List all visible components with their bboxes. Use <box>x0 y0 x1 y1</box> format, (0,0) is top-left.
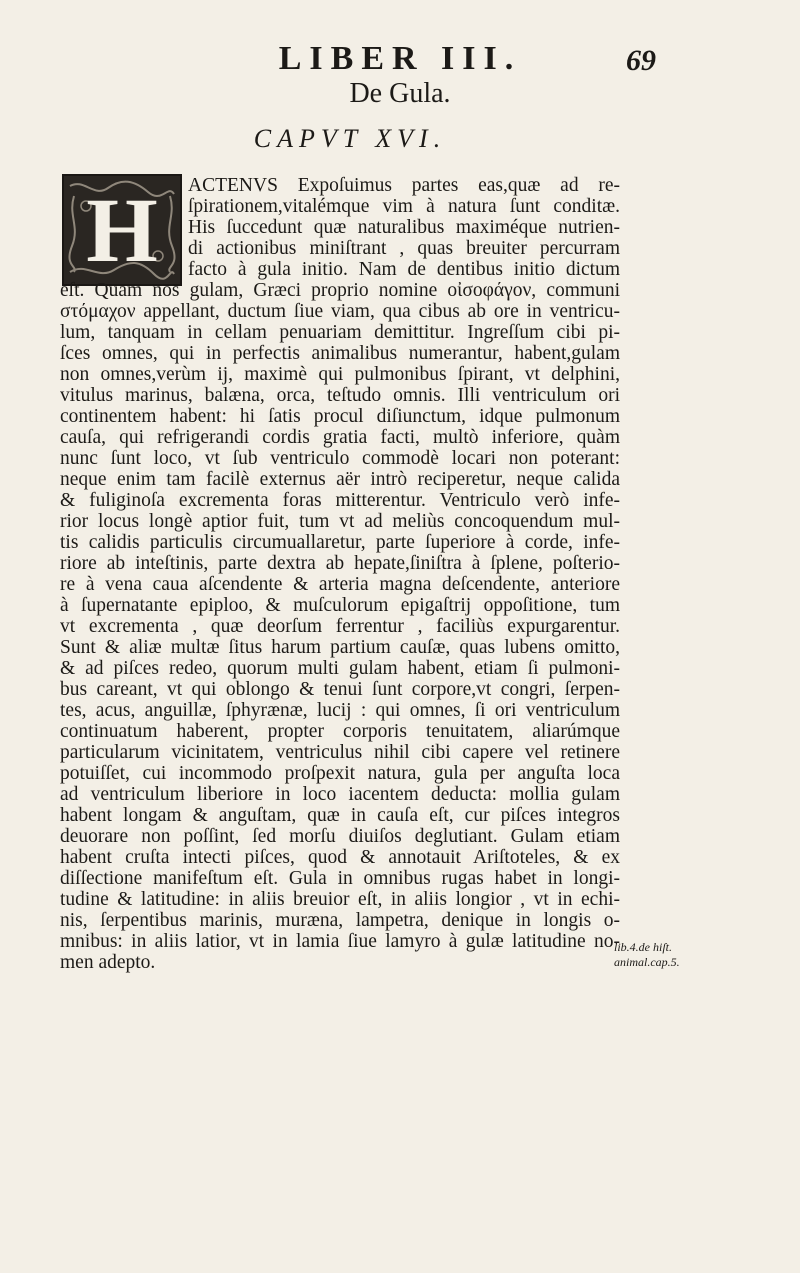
text-line: tes, acus, anguillæ, ſphyrænæ, lucij : qui omnes, ſi ori ventriculum <box>60 700 620 721</box>
text-line: His ſuccedunt quæ naturalibus maximéque nutrien- <box>188 217 620 238</box>
text-line: & ad piſces redeo, quorum multi gulam habent, etiam ſi pulmoni- <box>60 658 620 679</box>
text-line: eſt. Quam nos gulam, Græci proprio nomine οἰσοφάγον, communi <box>60 280 620 301</box>
running-title: LIBER III. <box>278 40 522 77</box>
text-line: deuorare non poſſint, ſed morſu diuiſos deglutiant. Gulam etiam <box>60 826 620 847</box>
text-line: habent longam & anguſtam, quæ in cauſa eſt, cur piſces integros <box>60 805 620 826</box>
text-line: ſpirationem,vitalémque vim à natura ſunt conditæ. <box>188 196 620 217</box>
margin-note-line: animal.cap.5. <box>614 955 680 969</box>
section-title: De Gula. <box>349 78 451 109</box>
text-line: nis, ſerpentibus marinis, murænа, lampetra, denique in longis o- <box>60 910 620 931</box>
text-line: nunc ſunt loco, vt ſub ventriculo commodè locari non poterant: <box>60 448 620 469</box>
text-line: riore ab inteſtinis, parte dextra ab hepate,ſiniſtra à ſplene, poſterio- <box>60 553 620 574</box>
text-line: neque enim tam facilè externus aër intrò reciperetur, neque calida <box>60 469 620 490</box>
text-line: tudine & latitudine: in aliis breuior eſt, in aliis longior , vt in echi- <box>60 889 620 910</box>
margin-note <box>614 940 714 970</box>
text-line: mnibus: in aliis latior, vt in lamia ſiue lamyro à gulæ latitudine no- <box>60 931 620 952</box>
text-line: diſſectione manifeſtum eſt. Gula in omnibus rugas habet in longi- <box>60 868 620 889</box>
page-number: 69 <box>626 44 656 77</box>
text-line: re à vena caua aſcendente & arteria magna deſcendente, anteriore <box>60 574 620 595</box>
text-line: continentem habent: hi ſatis procul diſiunctum, idque pulmonum <box>60 406 620 427</box>
text-line: vitulus marinus, balæna, orca, teſtudo omnis. Illi ventriculum ori <box>60 385 620 406</box>
decorated-initial <box>62 174 182 286</box>
text-line: facto à gula initio. Nam de dentibus initio dictum <box>188 259 620 280</box>
text-line: ad ventriculum liberiore in loco iacentem deducta: mollia gulam <box>60 784 620 805</box>
text-line: στόμαχον appellant, ductum ſiue viam, qua cibus ab ore in ventricu- <box>60 301 620 322</box>
margin-note-line: lib.4.de hiſt. <box>614 940 672 954</box>
text-line: non omnes,verùm ij, maximè qui pulmonibus ſpirant, vt delphini, <box>60 364 620 385</box>
text-line: & fuliginoſa excrementa foras mitterentur. Ventriculo verò infe- <box>60 490 620 511</box>
chapter-heading: CAPVT XVI. <box>253 124 447 153</box>
text-line: potuiſſet, cui incommodo proſpexit natura, gula per anguſta loca <box>60 763 620 784</box>
text-line: bus careant, vt qui oblongo & tenui ſunt corpore,vt congri, ſerpen- <box>60 679 620 700</box>
text-line: rior locus longè aptior fuit, tum vt ad meliùs concoquendum mul- <box>60 511 620 532</box>
text-line: ſces omnes, qui in perfectis animalibus numerantur, habent,gulam <box>60 343 620 364</box>
text-line: di actionibus miniſtrant , quas breuiter percurram <box>188 238 620 259</box>
text-line: Sunt & aliæ multæ ſitus harum partium cauſæ, quas lubens omitto, <box>60 637 620 658</box>
text-line: à ſupernatante epiploo, & muſculorum epigaſtrij oppoſitione, tum <box>60 595 620 616</box>
text-line: vt excrementa , quæ deorſum ferrentur , faciliùs expurgarentur. <box>60 616 620 637</box>
text-line: ACTENVS Expoſuimus partes eas,quæ ad re- <box>188 175 620 196</box>
text-line: cauſa, qui refrigerandi cordis gratia facti, multò inferiore, quàm <box>60 427 620 448</box>
text-line: continuatum haberent, propter corporis tenuitatem, aliarúmque <box>60 721 620 742</box>
text-line: habent cruſta intecti piſces, quod & annotauit Ariſtoteles, & ex <box>60 847 620 868</box>
text-line: particularum vicinitatem, ventriculus nihil cibi capere vel retinere <box>60 742 620 763</box>
text-line: men adepto. <box>60 952 156 973</box>
initial-letter: H <box>86 179 158 281</box>
text-line: tis calidis particulis circumuallaretur, parte ſuperiore à corde, infe- <box>60 532 620 553</box>
text-line: lum, tanquam in cellam penuariam demittitur. Ingreſſum cibi pi- <box>60 322 620 343</box>
